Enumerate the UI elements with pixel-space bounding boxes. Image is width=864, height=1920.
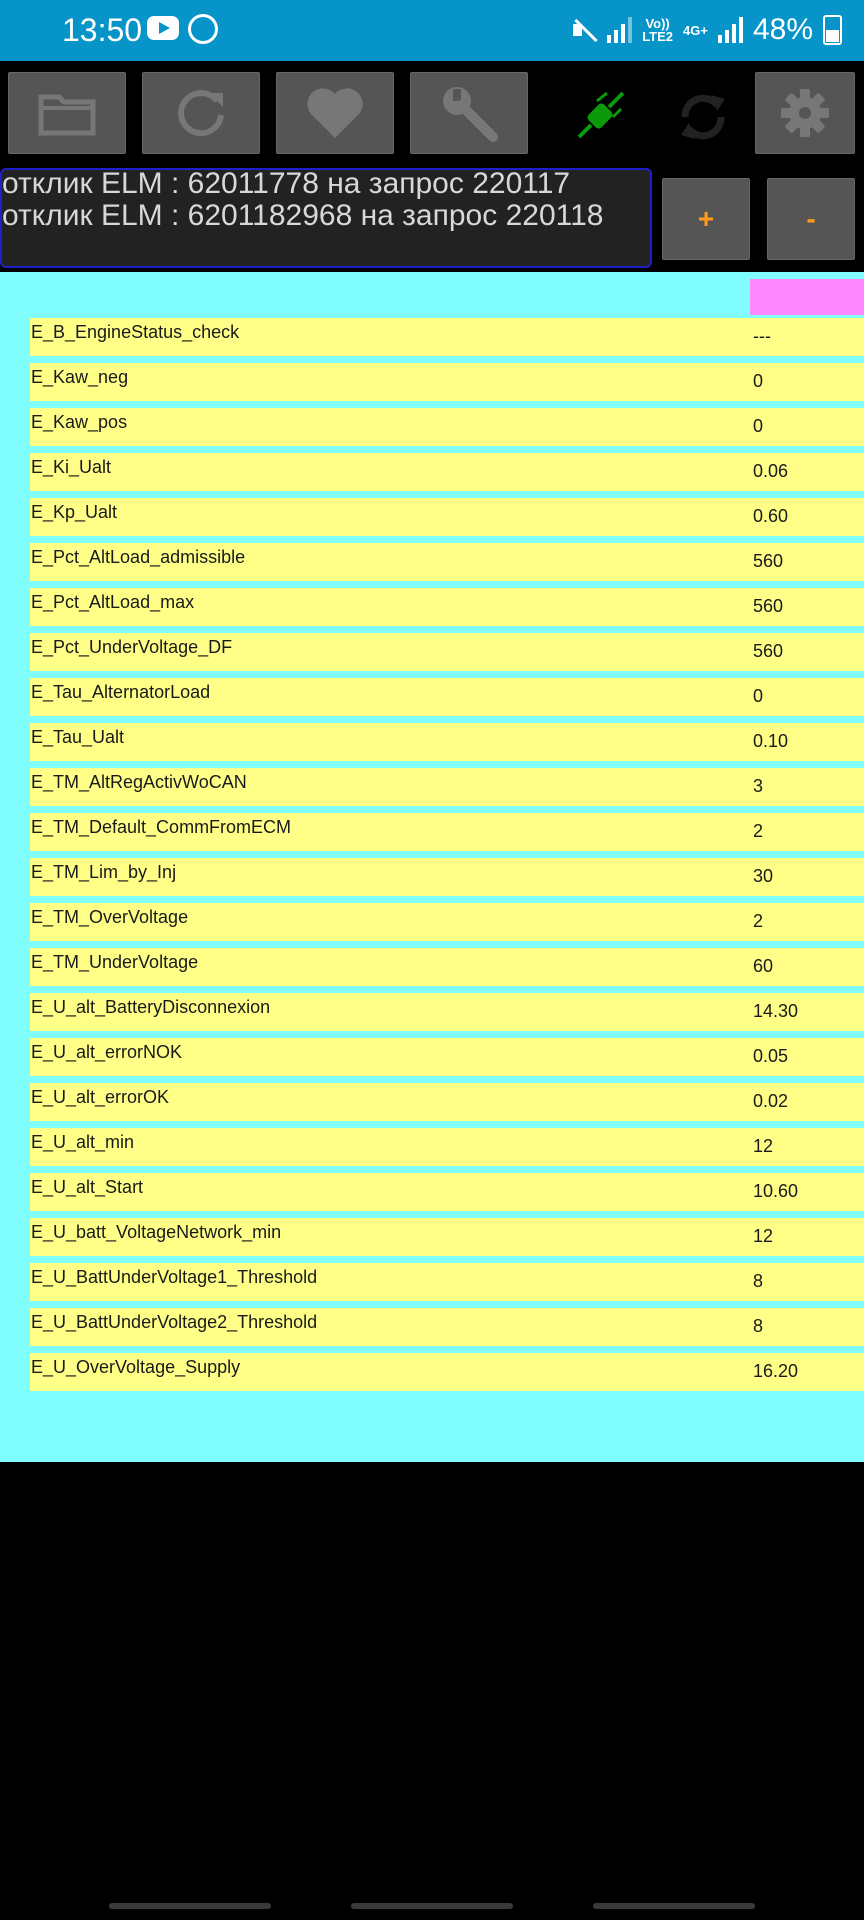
table-row[interactable] bbox=[30, 588, 864, 626]
parameter-table bbox=[0, 272, 864, 1462]
network-4g-label: 4G+ bbox=[683, 22, 708, 38]
parameter-name: E_Tau_AlternatorLoad bbox=[31, 682, 211, 702]
parameter-value: 30 bbox=[753, 866, 774, 886]
battery-icon bbox=[823, 15, 842, 45]
parameter-value: 8 bbox=[753, 1271, 764, 1291]
table-row[interactable] bbox=[30, 363, 864, 401]
table-row[interactable] bbox=[30, 1128, 864, 1166]
table-row[interactable] bbox=[30, 1263, 864, 1301]
parameter-value: 560 bbox=[753, 641, 784, 661]
signal-2-icon bbox=[718, 17, 743, 43]
youtube-notification-icon bbox=[147, 16, 179, 40]
parameter-value: 2 bbox=[753, 911, 764, 931]
settings-button[interactable] bbox=[755, 72, 855, 154]
parameter-name: E_B_EngineStatus_check bbox=[31, 322, 240, 342]
battery-percent: 48% bbox=[752, 13, 813, 46]
parameter-value: 560 bbox=[753, 551, 784, 571]
table-row[interactable] bbox=[30, 903, 864, 941]
sync-icon[interactable] bbox=[675, 89, 731, 145]
parameter-value: --- bbox=[753, 326, 771, 346]
parameter-name: E_TM_AltRegActivWoCAN bbox=[31, 772, 247, 792]
table-row[interactable] bbox=[30, 1173, 864, 1211]
parameter-name: E_Kaw_pos bbox=[31, 412, 128, 432]
parameter-value: 60 bbox=[753, 956, 774, 976]
network-type-label: Vo)) LTE2 bbox=[642, 16, 674, 44]
value-column-header bbox=[750, 279, 864, 315]
table-row[interactable] bbox=[30, 1353, 864, 1391]
plug-connected-icon[interactable] bbox=[575, 89, 627, 141]
parameter-value: 16.20 bbox=[753, 1361, 799, 1381]
status-indicators bbox=[571, 10, 842, 50]
tools-button[interactable] bbox=[410, 72, 528, 154]
parameter-name: E_U_alt_errorNOK bbox=[31, 1042, 183, 1062]
nav-back[interactable] bbox=[593, 1903, 755, 1909]
table-row[interactable] bbox=[30, 1308, 864, 1346]
parameter-name: E_U_alt_min bbox=[31, 1132, 135, 1152]
parameter-value: 0.02 bbox=[753, 1091, 789, 1111]
parameter-name: E_Kp_Ualt bbox=[31, 502, 118, 522]
parameter-value: 0 bbox=[753, 371, 764, 391]
table-row[interactable] bbox=[30, 1218, 864, 1256]
open-file-button[interactable] bbox=[8, 72, 126, 154]
parameter-name: E_U_alt_Start bbox=[31, 1177, 144, 1197]
parameter-name: E_TM_Default_CommFromECM bbox=[31, 817, 292, 837]
parameter-value: 10.60 bbox=[753, 1181, 799, 1201]
table-row[interactable] bbox=[30, 1038, 864, 1076]
parameter-name: E_Pct_UnderVoltage_DF bbox=[31, 637, 233, 657]
parameter-name: E_Pct_AltLoad_max bbox=[31, 592, 195, 612]
parameter-name: E_TM_Lim_by_Inj bbox=[31, 862, 177, 882]
parameter-value: 0 bbox=[753, 686, 764, 706]
folder-icon bbox=[37, 89, 97, 137]
refresh-button[interactable] bbox=[142, 72, 260, 154]
whatsapp-notification-icon bbox=[188, 14, 218, 44]
parameter-name: E_Tau_Ualt bbox=[31, 727, 125, 747]
table-row[interactable] bbox=[30, 318, 864, 356]
increase-button[interactable]: + bbox=[662, 178, 750, 260]
parameter-value: 0.05 bbox=[753, 1046, 789, 1066]
table-row[interactable] bbox=[30, 813, 864, 851]
elm-response-line: отклик ELM : 6201182968 на запрос 220118 bbox=[2, 199, 604, 232]
parameter-value: 2 bbox=[753, 821, 764, 841]
table-row[interactable] bbox=[30, 723, 864, 761]
parameter-value: 3 bbox=[753, 776, 764, 796]
table-row[interactable] bbox=[30, 543, 864, 581]
parameter-name: E_U_batt_VoltageNetwork_min bbox=[31, 1222, 282, 1242]
parameter-value: 560 bbox=[753, 596, 784, 616]
status-bar bbox=[0, 0, 864, 61]
table-row[interactable] bbox=[30, 948, 864, 986]
elm-response-log bbox=[0, 168, 652, 268]
table-row[interactable] bbox=[30, 408, 864, 446]
toolbar bbox=[0, 61, 864, 165]
status-time: 13:50 bbox=[62, 12, 143, 48]
parameter-value: 0.06 bbox=[753, 461, 789, 481]
parameter-name: E_Ki_Ualt bbox=[31, 457, 112, 477]
table-row[interactable] bbox=[30, 768, 864, 806]
parameter-value: 0 bbox=[753, 416, 764, 436]
parameter-name: E_Pct_AltLoad_admissible bbox=[31, 547, 246, 567]
signal-1-icon bbox=[607, 17, 632, 43]
heart-icon bbox=[305, 86, 365, 140]
navigation-bar bbox=[0, 1890, 864, 1920]
wrench-icon bbox=[439, 83, 499, 143]
parameter-name: E_Kaw_neg bbox=[31, 367, 129, 387]
parameter-name: E_U_OverVoltage_Supply bbox=[31, 1357, 241, 1377]
parameter-value: 0.60 bbox=[753, 506, 789, 526]
parameter-name: E_TM_UnderVoltage bbox=[31, 952, 199, 972]
gear-icon bbox=[779, 87, 831, 139]
table-row[interactable] bbox=[30, 633, 864, 671]
table-row[interactable] bbox=[30, 1083, 864, 1121]
parameter-list bbox=[30, 318, 864, 1398]
parameter-value: 12 bbox=[753, 1226, 774, 1246]
nav-home[interactable] bbox=[351, 1903, 513, 1909]
parameter-name: E_TM_OverVoltage bbox=[31, 907, 189, 927]
nav-recent-apps[interactable] bbox=[109, 1903, 271, 1909]
refresh-icon bbox=[173, 85, 229, 141]
parameter-value: 12 bbox=[753, 1136, 774, 1156]
table-row[interactable] bbox=[30, 498, 864, 536]
parameter-name: E_U_BattUnderVoltage1_Threshold bbox=[31, 1267, 318, 1287]
mute-icon bbox=[571, 17, 597, 43]
parameter-name: E_U_alt_BatteryDisconnexion bbox=[31, 997, 271, 1017]
decrease-button[interactable]: - bbox=[767, 178, 855, 260]
parameter-value: 0.10 bbox=[753, 731, 789, 751]
parameter-value: 8 bbox=[753, 1316, 764, 1336]
parameter-name: E_U_alt_errorOK bbox=[31, 1087, 170, 1107]
table-row[interactable] bbox=[30, 993, 864, 1031]
table-row[interactable] bbox=[30, 678, 864, 716]
parameter-value: 14.30 bbox=[753, 1001, 799, 1021]
table-row[interactable] bbox=[30, 858, 864, 896]
parameter-name: E_U_BattUnderVoltage2_Threshold bbox=[31, 1312, 318, 1332]
favorite-button[interactable] bbox=[276, 72, 394, 154]
elm-response-line: отклик ELM : 62011778 на запрос 220117 bbox=[2, 168, 571, 200]
table-row[interactable] bbox=[30, 453, 864, 491]
